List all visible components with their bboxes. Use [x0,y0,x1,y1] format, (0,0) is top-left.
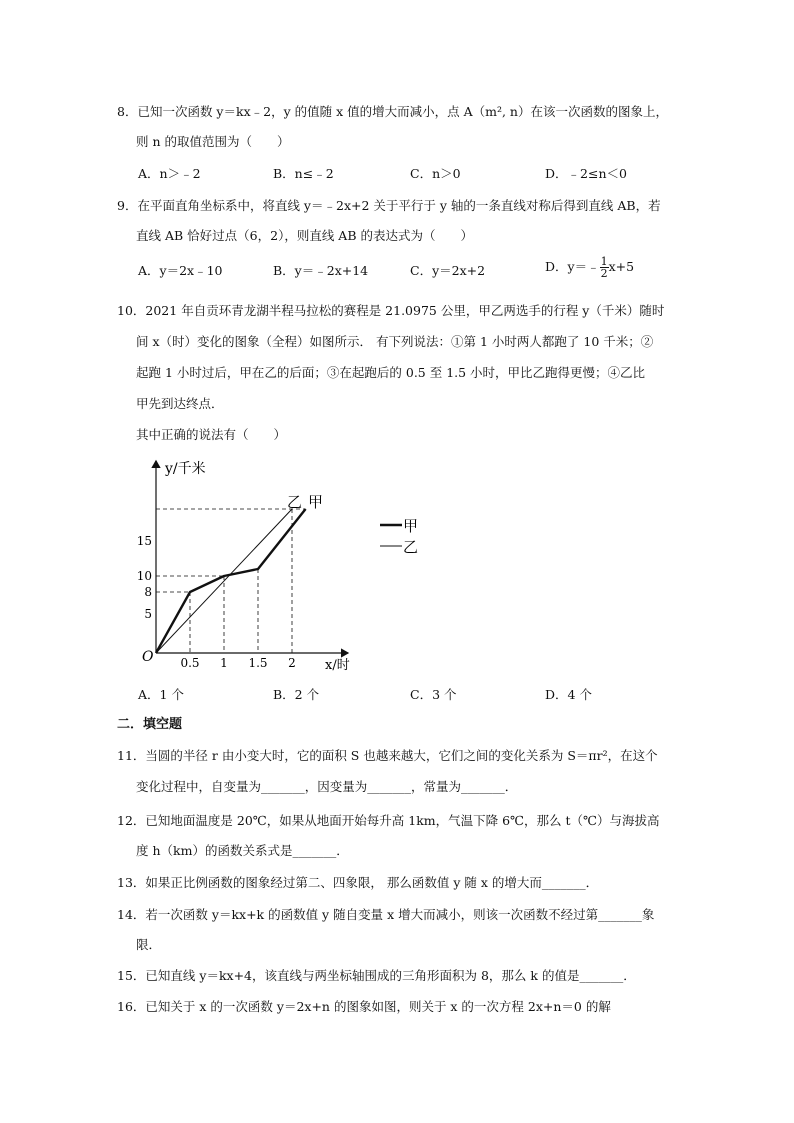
q10-option-d: D．4 个 [545,687,592,702]
q9-option-d-numerator: 1 [600,255,608,268]
q9-option-c: C．y＝2x+2 [410,263,486,278]
x-tick-0.5: 0.5 [180,656,200,670]
q9-option-d [545,256,634,279]
q8-option-b: B．n≤﹣2 [273,166,334,181]
q10-option-c: C．3 个 [410,687,457,702]
q9-line2: 直线 AB 恰好过点（6，2），则直线 AB 的表达式为（ ） [136,228,473,243]
series-layer [156,509,306,653]
ticks-layer [137,534,296,670]
q10-line4: 甲先到达终点． [136,396,224,411]
q8-line2: 则 n 的取值范围为（ ） [136,134,290,149]
series-yi-line [156,509,292,653]
q10-line5: 其中正确的说法有（ ） [136,427,287,442]
q9-option-d-fraction [600,256,609,279]
q10-option-b: B．2 个 [273,687,320,702]
q10-option-a: A．1 个 [138,687,184,702]
curve-label-yi: 乙 [287,493,303,511]
q16-line1: 16．已知关于 x 的一次函数 y＝2x+n 的图象如图，则关于 x 的一次方程 2x+n＝0 的解 [117,999,611,1014]
q9-option-b: B．y＝﹣2x+14 [273,263,369,278]
series-jia-line [156,509,306,653]
q8-option-a: A．n＞﹣2 [138,166,201,181]
q11-line1: 11．当圆的半径 r 由小变大时，它的面积 S 也越来越大，它们之间的变化关系为 S＝πr²，在这个 [117,748,658,763]
q10-line1: 10．2021 年自贡环青龙湖半程马拉松的赛程是 21.0975 公里，甲乙两选手的行程 y（千米）随时 [117,303,665,318]
q8-option-d: D．﹣2≤n＜0 [545,166,627,181]
origin-label: O [142,649,154,665]
q15-line1: 15．已知直线 y＝kx+4，该直线与两坐标轴围成的三角形面积为 8，那么 k 的值是_______． [117,968,636,983]
y-tick-15: 15 [136,534,152,548]
q9-line1: 9．在平面直角坐标系中，将直线 y＝﹣2x+2 关于平行于 y 轴的一条直线对称后得到直线 AB，若 [117,198,661,213]
x-axis-label: x/时 [325,658,350,673]
q9-option-d-prefix: D．y＝﹣ [545,259,600,274]
q14-line1: 14．若一次函数 y＝kx+k 的函数值 y 随自变量 x 增大而减小，则该一次函数不经过第_______象 [117,907,655,922]
curve-label-jia: 甲 [308,493,324,511]
q9-option-d-denominator: 2 [600,267,608,280]
legend-label-jia: 甲 [403,517,419,535]
q10-line2: 间 x（时）变化的图象（全程）如图所示． 有下列说法：①第 1 小时两人都跑了 10 千米；② [136,334,654,349]
q12-line1: 12．已知地面温度是 20℃，如果从地面开始每升高 1km，气温下降 6℃，那么 t（℃）与海拔高 [117,813,660,828]
q11-line2: 变化过程中，自变量为_______，因变量为_______，常量为_______． [136,779,518,794]
q9-option-d-suffix: x+5 [608,259,635,274]
q12-line2: 度 h（km）的函数关系式是_______． [136,843,349,858]
y-tick-5: 5 [144,607,152,621]
q14-line2: 限． [136,937,162,952]
section-title-fill-in: 二．填空题 [117,717,183,732]
q8-option-c: C．n＞0 [410,166,461,181]
x-tick-1: 1 [220,656,228,670]
y-tick-8: 8 [144,585,152,599]
q9-option-a: A．y＝2x﹣10 [138,263,223,278]
q8-line1: 8．已知一次函数 y＝kx﹣2，y 的值随 x 值的增大而减小，点 A（m², n）在该一次函数的图象上， [117,104,668,119]
q10-line3: 起跑 1 小时过后，甲在乙的后面；③在起跑后的 0.5 至 1.5 小时，甲比乙跑得更慢；④乙比 [136,365,646,380]
y-axis-label: y/千米 [165,461,206,477]
distance-time-graph [130,455,450,675]
q13-line1: 13．如果正比例函数的图象经过第二、四象限， 那么函数值 y 随 x 的增大而_______． [117,875,599,890]
y-tick-10: 10 [136,569,152,583]
x-tick-2: 2 [288,656,296,670]
legend-label-yi: 乙 [403,538,419,556]
dashed-guides [156,509,306,653]
x-tick-1.5: 1.5 [248,656,268,670]
